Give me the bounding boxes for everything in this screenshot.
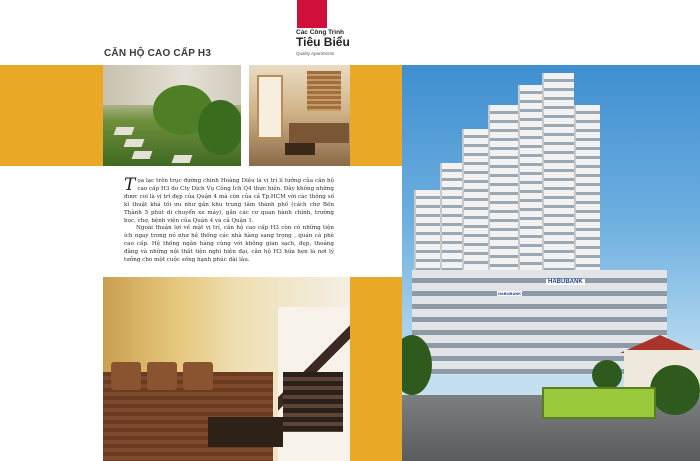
living-room-photo: [249, 65, 350, 166]
sofa-room-photo: [103, 277, 350, 461]
orange-accent-block-right-top: [350, 65, 402, 166]
article-body: [124, 175, 334, 265]
brand-color-block: [297, 0, 327, 28]
paragraph-2: Ngoài thuận lợi về mặt vị trí, căn hộ cao cấp H3 còn có những tiện ích ngay trong nó như hệ thống các nhà hàng sang trọng , quán cà phê cao cấp. Hệ thống ngân hàng cùng với không gian sạch, đẹp, thoáng đãng và những nội thất tiện nghi hiện đại, căn hộ H3 hứa hẹn là nơi lý tưởng cho một cuộc sống hạnh phúc dài lâu.: [124, 225, 334, 264]
paragraph-1: [124, 175, 334, 225]
section-heading: CĂN HỘ CAO CẤP H3: [104, 48, 212, 59]
drop-cap: T: [124, 175, 136, 195]
building-sign-small: HABUBANK: [498, 291, 522, 296]
paragraph-1-text: ọa lạc trên trục đường chính Hoàng Diệu là vị trí lí tưởng của căn hộ cao cấp H3 do Cty Dịch Vụ Công Ích Q4 thực hiện. Đây không những được coi là vị trí đẹp của Quận 4 mà còn của cả Tp.HCM với các thông số kĩ thuật khá tối ưu như gần khu trung tâm thành phố (cách chợ Bến Thành 5 phút di chuyển xe máy), gần các cơ quan hành chính, trường học, chợ, bệnh viện của Quận 4 và cả Quận 1.: [124, 178, 334, 224]
brand-sub-label: Quality Apartments: [296, 51, 335, 56]
garden-photo: [103, 65, 241, 166]
brand-main-label: Tiêu Biểu: [296, 35, 350, 49]
orange-accent-block-left: [0, 65, 103, 166]
building-sign: HABUBANK: [548, 279, 583, 285]
orange-accent-block-right-bottom: [350, 277, 402, 461]
brand-top-label: Các Công Trình: [296, 29, 345, 36]
building-photo: [402, 65, 700, 461]
